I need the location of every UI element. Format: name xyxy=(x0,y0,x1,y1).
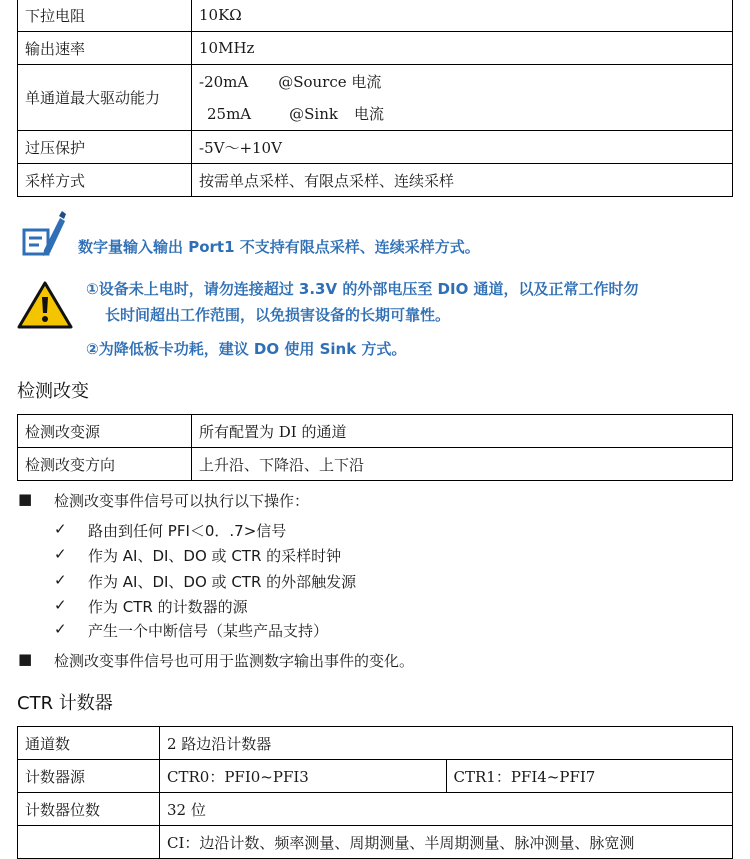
row-value: 上升沿、下降沿、上下沿 xyxy=(192,448,733,481)
spec-table-top xyxy=(17,0,733,197)
row-label: 过压保护 xyxy=(18,131,192,164)
spec-table-change-detect xyxy=(17,414,733,481)
row-label: 通道数 xyxy=(18,727,160,760)
list-item xyxy=(54,520,286,541)
row-value: 所有配置为 DI 的通道 xyxy=(192,415,733,448)
table-row xyxy=(18,0,733,32)
warning-line-2: 长时间超出工作范围，以免损害设备的长期可靠性。 xyxy=(105,306,451,324)
list-item xyxy=(54,571,356,592)
row-value: 2 路边沿计数器 xyxy=(160,727,733,760)
list-item-text: 作为 AI、DI、DO 或 CTR 的采样时钟 xyxy=(88,547,342,565)
row-label: 检测改变方向 xyxy=(18,448,192,481)
row-value: 10MHz xyxy=(192,32,733,65)
row-label: 下拉电阻 xyxy=(18,0,192,32)
list-item-text: 产生一个中断信号（某些产品支持） xyxy=(88,622,329,640)
warning-line-1: ①设备未上电时，请勿连接超过 3.3V 的外部电压至 DIO 通道，以及正常工作时勿 xyxy=(86,280,639,298)
list-item xyxy=(18,650,414,671)
table-row xyxy=(18,727,733,760)
section-title-ctr: CTR 计数器 xyxy=(17,693,113,714)
note-pen-icon xyxy=(18,210,66,260)
row-label: 计数器源 xyxy=(18,760,160,793)
list-item xyxy=(54,620,328,641)
row-label: 检测改变源 xyxy=(18,415,192,448)
row-value: -5V～+10V xyxy=(192,131,733,164)
row-label: 采样方式 xyxy=(18,164,192,197)
list-item-text: 路由到任何 PFI＜0．.7>信号 xyxy=(88,522,287,540)
list-item-text: 作为 CTR 的计数器的源 xyxy=(88,598,248,616)
warning-triangle-icon xyxy=(17,280,73,330)
check-icon: ✓ xyxy=(54,520,67,538)
row-value: 10KΩ xyxy=(192,0,733,32)
table-row xyxy=(18,164,733,197)
table-row xyxy=(18,131,733,164)
row-value: CTR1：PFI4~PFI7 xyxy=(446,760,733,793)
table-row xyxy=(18,760,733,793)
drive-source-label: @Source 电流 xyxy=(278,72,382,91)
table-row xyxy=(18,415,733,448)
table-row xyxy=(18,793,733,826)
row-value: 32 位 xyxy=(160,793,733,826)
drive-sink-current: 25mA xyxy=(207,104,252,123)
list-item xyxy=(54,545,341,566)
table-row xyxy=(18,448,733,481)
row-value xyxy=(192,65,733,131)
check-icon: ✓ xyxy=(54,545,67,563)
section-title-change-detect: 检测改变 xyxy=(17,381,89,402)
row-label: 计数器位数 xyxy=(18,793,160,826)
list-item-text: 检测改变事件信号可以执行以下操作： xyxy=(54,492,310,510)
square-bullet-icon: ■ xyxy=(18,650,33,668)
list-item xyxy=(54,596,248,617)
row-value: CI：边沿计数、频率测量、周期测量、半周期测量、脉冲测量、脉宽测 xyxy=(160,826,733,859)
list-item-text: 检测改变事件信号也可用于监测数字输出事件的变化。 xyxy=(54,652,415,670)
check-icon: ✓ xyxy=(54,620,67,638)
list-item-text: 作为 AI、DI、DO 或 CTR 的外部触发源 xyxy=(88,573,357,591)
row-label: 输出速率 xyxy=(18,32,192,65)
list-item xyxy=(18,490,309,511)
row-value: 按需单点采样、有限点采样、连续采样 xyxy=(192,164,733,197)
note-port1: 数字量输入输出 Port1 不支持有限点采样、连续采样方式。 xyxy=(78,238,480,256)
check-icon: ✓ xyxy=(54,596,67,614)
spec-table-ctr xyxy=(17,726,733,859)
drive-sink-suffix: 电流 xyxy=(353,104,384,123)
check-icon: ✓ xyxy=(54,571,67,589)
table-row xyxy=(18,32,733,65)
warning-sink: ②为降低板卡功耗，建议 DO 使用 Sink 方式。 xyxy=(86,340,407,358)
drive-sink-label: @Sink xyxy=(289,104,338,123)
table-row xyxy=(18,65,733,131)
drive-source-current: -20mA xyxy=(199,72,249,91)
row-label: 单通道最大驱动能力 xyxy=(18,65,192,131)
square-bullet-icon: ■ xyxy=(18,490,33,508)
row-value: CTR0：PFI0~PFI3 xyxy=(160,760,447,793)
